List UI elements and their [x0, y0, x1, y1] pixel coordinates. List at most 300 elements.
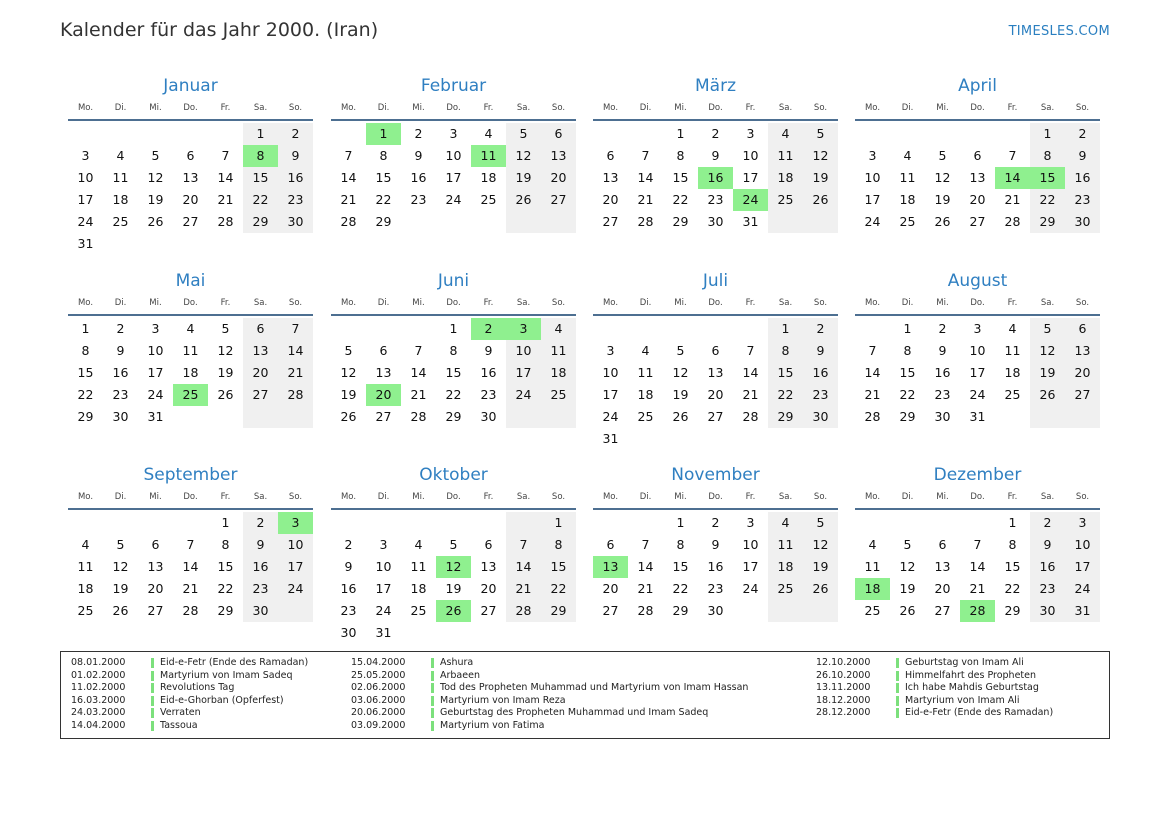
header-rule: [68, 119, 313, 121]
day-cell: 31: [602, 431, 619, 446]
day-cell: 6: [186, 148, 195, 163]
header-rule: [593, 314, 838, 316]
weekday-label: Fr.: [483, 103, 494, 113]
legend-marker: [151, 683, 154, 693]
day-cell: 28: [287, 387, 304, 402]
day-cell: 22: [445, 387, 462, 402]
legend-date: 01.02.2000: [71, 669, 126, 681]
day-cell: 2: [816, 321, 825, 336]
day-cell: 10: [1074, 537, 1091, 552]
day-cell: 9: [1043, 537, 1052, 552]
weekday-label: Mo.: [864, 492, 881, 502]
header-rule: [331, 508, 576, 510]
legend-entry: [71, 695, 308, 708]
weekday-label: Di.: [901, 298, 914, 308]
day-cell: 21: [410, 387, 427, 402]
legend-holiday-name: Martyrium von Imam Sadeq: [160, 669, 293, 681]
weekday-label: Do.: [446, 298, 461, 308]
holiday-day: 18: [855, 578, 890, 600]
day-cell: 2: [116, 321, 125, 336]
day-cell: 13: [969, 170, 986, 185]
day-cell: 9: [938, 343, 947, 358]
weekday-label: Di.: [114, 298, 127, 308]
weekday-label: Fr.: [745, 492, 756, 502]
holiday-day: 24: [733, 189, 768, 211]
holiday-day: 28: [960, 600, 995, 622]
month-name: Juli: [702, 271, 729, 291]
holiday-day: 25: [173, 384, 208, 406]
day-cell: 4: [868, 537, 877, 552]
weekday-label: Fr.: [1007, 492, 1018, 502]
day-cell: 6: [554, 126, 563, 141]
month-name: August: [947, 271, 1008, 291]
weekday-header: [855, 488, 1100, 506]
day-cell: 24: [375, 603, 392, 618]
day-cell: 30: [112, 409, 129, 424]
day-cell: 30: [1074, 214, 1091, 229]
day-cell: 14: [287, 343, 304, 358]
day-cell: 27: [969, 214, 986, 229]
day-cell: 20: [969, 192, 986, 207]
legend-entry: [816, 670, 1053, 683]
day-cell: 13: [1074, 343, 1091, 358]
day-cell: 4: [641, 343, 650, 358]
day-cell: 4: [116, 148, 125, 163]
legend-date: 03.06.2000: [351, 694, 406, 706]
legend-entry: [351, 670, 748, 683]
holiday-day: 26: [436, 600, 471, 622]
weekday-label: Di.: [377, 103, 390, 113]
site-link[interactable]: TIMESLES.COM: [1008, 24, 1110, 39]
day-cell: 28: [864, 409, 881, 424]
day-cell: 22: [550, 581, 567, 596]
day-cell: 28: [340, 214, 357, 229]
day-cell: 11: [550, 343, 567, 358]
legend-date: 03.09.2000: [351, 719, 406, 731]
day-cell: 19: [217, 365, 234, 380]
day-cell: 23: [480, 387, 497, 402]
weekday-label: Di.: [639, 103, 652, 113]
legend-marker: [151, 671, 154, 681]
day-cell: 19: [1039, 365, 1056, 380]
day-cell: 23: [812, 387, 829, 402]
weekday-label: Mi.: [149, 298, 162, 308]
legend-date: 16.03.2000: [71, 694, 126, 706]
legend-date: 15.04.2000: [351, 657, 406, 668]
day-cell: 9: [711, 148, 720, 163]
day-cell: 5: [816, 515, 825, 530]
day-cell: 15: [550, 559, 567, 574]
day-cell: 26: [899, 603, 916, 618]
holiday-day: 15: [1030, 167, 1065, 189]
month-1: [68, 74, 313, 255]
day-cell: 15: [375, 170, 392, 185]
legend-holiday-name: Geburtstag von Imam Ali: [905, 657, 1024, 668]
weekday-label: Sa.: [516, 103, 531, 113]
day-cell: 13: [602, 170, 619, 185]
weekday-label: Mi.: [412, 298, 425, 308]
day-cell: 16: [410, 170, 427, 185]
day-cell: 10: [969, 343, 986, 358]
day-cell: 7: [641, 537, 650, 552]
weekday-label: So.: [288, 492, 303, 502]
day-cell: 5: [676, 343, 685, 358]
day-cell: 26: [1039, 387, 1056, 402]
day-cell: 9: [291, 148, 300, 163]
day-cell: 21: [287, 365, 304, 380]
day-cell: 30: [707, 603, 724, 618]
day-cell: 9: [344, 559, 353, 574]
day-cell: 8: [1043, 148, 1052, 163]
legend-date: 08.01.2000: [71, 657, 126, 668]
weekday-label: So.: [288, 298, 303, 308]
day-cell: 17: [287, 559, 304, 574]
day-cell: 15: [672, 170, 689, 185]
legend-entry: [816, 682, 1053, 695]
weekday-label: So.: [551, 298, 566, 308]
day-grid: [593, 512, 838, 622]
month-9: [68, 463, 313, 622]
day-cell: 25: [777, 192, 794, 207]
legend-marker: [896, 696, 899, 706]
day-cell: 18: [777, 170, 794, 185]
day-cell: 16: [812, 365, 829, 380]
day-cell: 3: [449, 126, 458, 141]
day-cell: 16: [340, 581, 357, 596]
day-cell: 30: [480, 409, 497, 424]
day-cell: 5: [344, 343, 353, 358]
legend-entry: [351, 657, 748, 670]
day-cell: 31: [1074, 603, 1091, 618]
day-cell: 19: [445, 581, 462, 596]
day-cell: 6: [1078, 321, 1087, 336]
day-cell: 17: [445, 170, 462, 185]
day-cell: 5: [1043, 321, 1052, 336]
legend-holiday-name: Arbaeen: [440, 669, 480, 681]
day-cell: 5: [903, 537, 912, 552]
day-cell: 6: [606, 148, 615, 163]
day-cell: 4: [781, 126, 790, 141]
day-cell: 25: [550, 387, 567, 402]
day-cell: 13: [182, 170, 199, 185]
month-name: Dezember: [933, 465, 1022, 485]
day-cell: 31: [375, 625, 392, 640]
month-2: [331, 74, 576, 233]
day-cell: 2: [291, 126, 300, 141]
day-cell: 21: [864, 387, 881, 402]
legend-marker: [896, 671, 899, 681]
day-cell: 5: [519, 126, 528, 141]
day-cell: 5: [151, 148, 160, 163]
day-cell: 26: [672, 409, 689, 424]
month-8: [855, 269, 1100, 428]
day-cell: 29: [445, 409, 462, 424]
weekday-header: [68, 294, 313, 312]
weekday-label: Sa.: [516, 298, 531, 308]
day-cell: 14: [182, 559, 199, 574]
day-cell: 7: [291, 321, 300, 336]
legend-date: 13.11.2000: [816, 682, 871, 694]
day-cell: 12: [812, 148, 829, 163]
day-cell: 7: [186, 537, 195, 552]
day-cell: 11: [864, 559, 881, 574]
day-cell: 10: [742, 148, 759, 163]
legend-marker: [896, 683, 899, 693]
legend-entry: [816, 657, 1053, 670]
legend-holiday-name: Martyrium von Imam Ali: [905, 694, 1020, 706]
month-3: [593, 74, 838, 233]
day-cell: 21: [1004, 192, 1021, 207]
day-cell: 24: [147, 387, 164, 402]
day-cell: 17: [742, 170, 759, 185]
day-cell: 22: [217, 581, 234, 596]
weekday-label: Fr.: [745, 298, 756, 308]
day-grid: [331, 123, 576, 233]
weekday-header: [68, 99, 313, 117]
day-cell: 19: [899, 581, 916, 596]
day-cell: 8: [221, 537, 230, 552]
day-cell: 23: [707, 581, 724, 596]
day-cell: 12: [515, 148, 532, 163]
day-cell: 7: [868, 343, 877, 358]
weekday-label: Mi.: [674, 492, 687, 502]
day-cell: 19: [672, 387, 689, 402]
day-cell: 5: [449, 537, 458, 552]
day-cell: 15: [899, 365, 916, 380]
day-cell: 15: [445, 365, 462, 380]
header-rule: [855, 119, 1100, 121]
weekday-label: Sa.: [1040, 298, 1055, 308]
day-cell: 30: [812, 409, 829, 424]
day-cell: 11: [77, 559, 94, 574]
month-name: Oktober: [419, 465, 488, 485]
day-cell: 30: [340, 625, 357, 640]
legend-holiday-name: Verraten: [160, 707, 201, 719]
day-cell: 25: [1004, 387, 1021, 402]
day-cell: 11: [637, 365, 654, 380]
weekday-header: [331, 99, 576, 117]
day-cell: 6: [256, 321, 265, 336]
day-cell: 28: [515, 603, 532, 618]
weekday-label: Fr.: [220, 492, 231, 502]
day-cell: 15: [77, 365, 94, 380]
legend-marker: [431, 708, 434, 718]
day-cell: 25: [77, 603, 94, 618]
month-name: März: [695, 76, 736, 96]
weekday-header: [331, 294, 576, 312]
month-name: September: [143, 465, 238, 485]
day-cell: 10: [864, 170, 881, 185]
day-cell: 31: [742, 214, 759, 229]
day-cell: 18: [410, 581, 427, 596]
day-cell: 2: [1078, 126, 1087, 141]
day-cell: 17: [969, 365, 986, 380]
day-cell: 10: [445, 148, 462, 163]
day-cell: 5: [938, 148, 947, 163]
legend-holiday-name: Ich habe Mahdis Geburtstag: [905, 682, 1039, 694]
day-cell: 3: [81, 148, 90, 163]
legend-entry: [71, 657, 308, 670]
holiday-day: 20: [366, 384, 401, 406]
day-cell: 8: [449, 343, 458, 358]
weekday-label: Mo.: [602, 103, 619, 113]
day-cell: 20: [182, 192, 199, 207]
day-cell: 18: [77, 581, 94, 596]
day-cell: 19: [340, 387, 357, 402]
day-cell: 6: [711, 343, 720, 358]
day-cell: 1: [676, 515, 685, 530]
day-cell: 20: [147, 581, 164, 596]
weekday-label: Mi.: [936, 492, 949, 502]
day-cell: 12: [934, 170, 951, 185]
legend-entry: [71, 707, 308, 720]
weekday-label: Do.: [708, 492, 723, 502]
day-cell: 4: [484, 126, 493, 141]
weekday-label: Do.: [183, 103, 198, 113]
weekday-label: Fr.: [1007, 298, 1018, 308]
weekday-label: Mo.: [77, 103, 94, 113]
month-name: April: [958, 76, 997, 96]
day-cell: 4: [1008, 321, 1017, 336]
day-cell: 22: [777, 387, 794, 402]
header-rule: [593, 119, 838, 121]
day-cell: 11: [777, 148, 794, 163]
day-cell: 14: [410, 365, 427, 380]
day-cell: 2: [711, 126, 720, 141]
day-cell: 1: [676, 126, 685, 141]
day-cell: 15: [252, 170, 269, 185]
weekday-label: Do.: [970, 298, 985, 308]
day-cell: 9: [116, 343, 125, 358]
day-cell: 8: [676, 148, 685, 163]
day-cell: 27: [602, 603, 619, 618]
day-cell: 4: [781, 515, 790, 530]
day-cell: 12: [217, 343, 234, 358]
day-cell: 18: [777, 559, 794, 574]
day-cell: 10: [602, 365, 619, 380]
day-cell: 1: [81, 321, 90, 336]
day-cell: 8: [781, 343, 790, 358]
legend-marker: [151, 696, 154, 706]
day-cell: 11: [112, 170, 129, 185]
day-cell: 20: [934, 581, 951, 596]
day-cell: 20: [707, 387, 724, 402]
day-cell: 24: [742, 581, 759, 596]
day-cell: 21: [969, 581, 986, 596]
day-cell: 13: [480, 559, 497, 574]
day-cell: 25: [637, 409, 654, 424]
day-cell: 23: [1074, 192, 1091, 207]
day-cell: 1: [903, 321, 912, 336]
day-cell: 3: [379, 537, 388, 552]
weekday-header: [593, 99, 838, 117]
day-cell: 13: [934, 559, 951, 574]
day-grid: [593, 123, 838, 233]
weekday-label: Mi.: [936, 298, 949, 308]
legend-holiday-name: Tod des Propheten Muhammad und Martyrium von Imam Hassan: [440, 682, 749, 694]
day-cell: 6: [973, 148, 982, 163]
day-cell: 10: [515, 343, 532, 358]
day-cell: 15: [1004, 559, 1021, 574]
header-rule: [68, 508, 313, 510]
day-cell: 1: [1043, 126, 1052, 141]
legend-marker: [151, 658, 154, 668]
day-cell: 8: [379, 148, 388, 163]
day-cell: 30: [1039, 603, 1056, 618]
day-cell: 5: [816, 126, 825, 141]
day-cell: 14: [217, 170, 234, 185]
day-grid: [855, 123, 1100, 233]
day-cell: 1: [1008, 515, 1017, 530]
weekday-label: Mo.: [340, 103, 357, 113]
day-cell: 27: [252, 387, 269, 402]
day-cell: 23: [340, 603, 357, 618]
day-cell: 13: [375, 365, 392, 380]
day-cell: 4: [903, 148, 912, 163]
weekday-label: Di.: [639, 298, 652, 308]
day-cell: 26: [147, 214, 164, 229]
day-cell: 22: [672, 581, 689, 596]
day-cell: 16: [287, 170, 304, 185]
day-cell: 30: [287, 214, 304, 229]
day-cell: 30: [934, 409, 951, 424]
weekday-label: Fr.: [745, 103, 756, 113]
weekday-label: Mo.: [602, 298, 619, 308]
month-11: [593, 463, 838, 622]
day-cell: 29: [672, 214, 689, 229]
weekday-label: Mi.: [412, 103, 425, 113]
day-cell: 27: [480, 603, 497, 618]
weekday-label: Mo.: [340, 492, 357, 502]
header-rule: [68, 314, 313, 316]
day-cell: 7: [973, 537, 982, 552]
day-cell: 12: [1039, 343, 1056, 358]
weekday-label: Do.: [183, 492, 198, 502]
day-cell: 5: [116, 537, 125, 552]
day-cell: 9: [256, 537, 265, 552]
day-cell: 19: [147, 192, 164, 207]
day-grid: [331, 318, 576, 428]
day-cell: 3: [1078, 515, 1087, 530]
day-cell: 21: [217, 192, 234, 207]
day-cell: 31: [147, 409, 164, 424]
weekday-label: Fr.: [220, 298, 231, 308]
day-cell: 17: [375, 581, 392, 596]
weekday-label: So.: [1075, 298, 1090, 308]
legend-holiday-name: Eid-e-Ghorban (Opferfest): [160, 694, 284, 706]
weekday-label: Mo.: [340, 298, 357, 308]
weekday-label: Do.: [970, 103, 985, 113]
weekday-label: So.: [813, 103, 828, 113]
day-cell: 8: [676, 537, 685, 552]
day-cell: 18: [182, 365, 199, 380]
legend-holiday-name: Martyrium von Fatima: [440, 719, 545, 731]
day-cell: 12: [812, 537, 829, 552]
day-cell: 24: [445, 192, 462, 207]
day-cell: 28: [217, 214, 234, 229]
holiday-day: 8: [243, 145, 278, 167]
weekday-label: Mo.: [77, 492, 94, 502]
day-cell: 18: [1004, 365, 1021, 380]
day-cell: 2: [414, 126, 423, 141]
day-cell: 16: [112, 365, 129, 380]
day-cell: 19: [112, 581, 129, 596]
day-cell: 15: [217, 559, 234, 574]
weekday-label: Mi.: [674, 298, 687, 308]
legend-entry: [351, 682, 748, 695]
day-cell: 11: [410, 559, 427, 574]
day-cell: 23: [287, 192, 304, 207]
